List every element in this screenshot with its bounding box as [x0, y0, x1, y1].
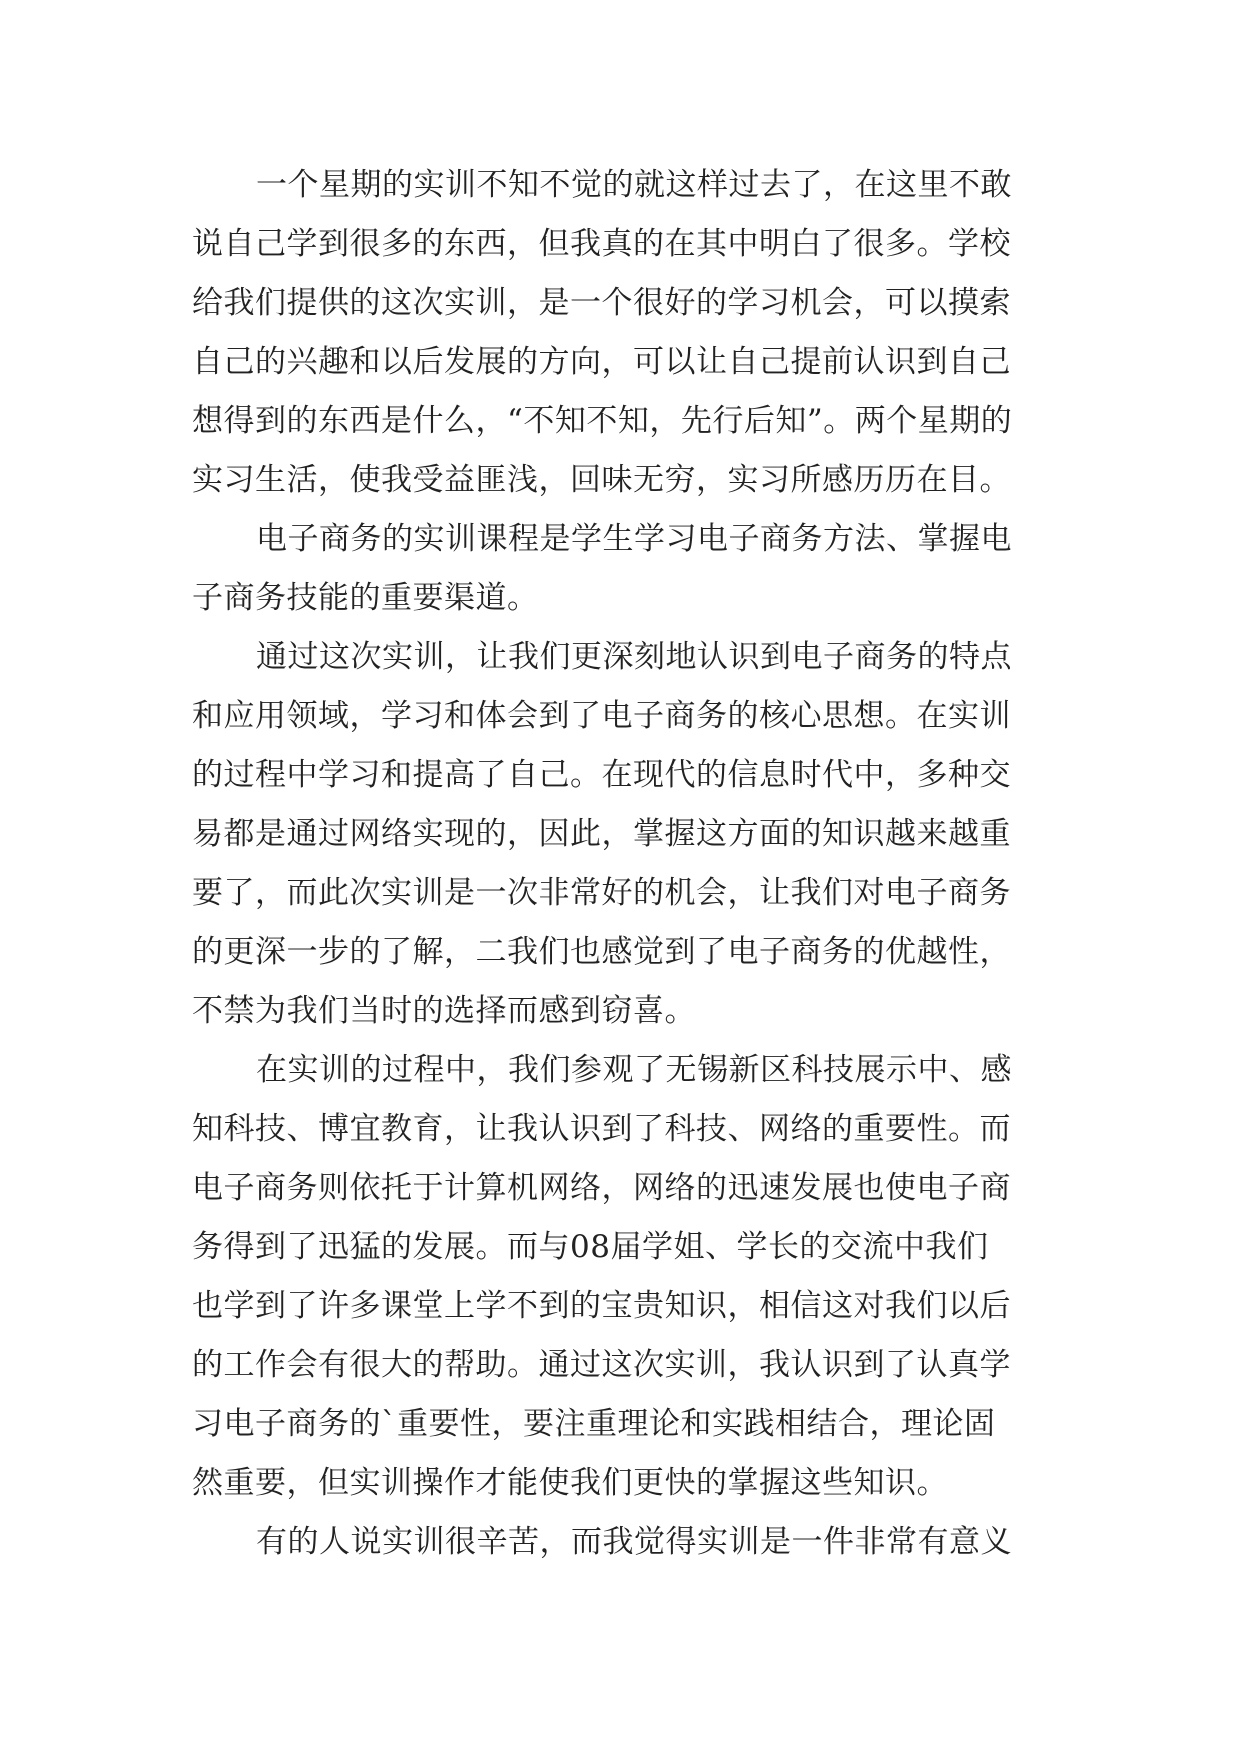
text-line: 在实训的过程中，我们参观了无锡新区科技展示中、感	[256, 1052, 1012, 1088]
text-line: 和应用领域，学习和体会到了电子商务的核心思想。在实训	[192, 698, 1011, 734]
text-line: 自己的兴趣和以后发展的方向，可以让自己提前认识到自己	[192, 344, 1011, 380]
text-line: 有的人说实训很辛苦，而我觉得实训是一件非常有意义	[256, 1524, 1012, 1560]
text-line: 的工作会有很大的帮助。通过这次实训，我认识到了认真学	[192, 1347, 1011, 1383]
text-line: 给我们提供的这次实训，是一个很好的学习机会，可以摸索	[192, 285, 1011, 321]
text-line: 要了，而此次实训是一次非常好的机会，让我们对电子商务	[192, 875, 1011, 911]
text-line: 务得到了迅猛的发展。而与08届学姐、学长的交流中我们	[192, 1229, 989, 1265]
text-line: 电子商务的实训课程是学生学习电子商务方法、掌握电	[256, 521, 1012, 557]
text-line: 的更深一步的了解，二我们也感觉到了电子商务的优越性，	[192, 934, 1011, 970]
text-line: 电子商务则依托于计算机网络，网络的迅速发展也使电子商	[192, 1170, 1011, 1206]
text-line: 的过程中学习和提高了自己。在现代的信息时代中，多种交	[192, 757, 1011, 793]
text-line: 然重要，但实训操作才能使我们更快的掌握这些知识。	[192, 1465, 948, 1501]
text-line: 习电子商务的`重要性，要注重理论和实践相结合，理论固	[192, 1406, 996, 1442]
text-line: 也学到了许多课堂上学不到的宝贵知识，相信这对我们以后	[192, 1288, 1011, 1324]
text-line: 想得到的东西是什么，“不知不知，先行后知”。两个星期的	[192, 403, 1013, 439]
text-line: 不禁为我们当时的选择而感到窃喜。	[192, 993, 696, 1029]
text-line: 子商务技能的重要渠道。	[192, 580, 539, 616]
text-line: 一个星期的实训不知不觉的就这样过去了，在这里不敢	[256, 167, 1012, 203]
text-line: 实习生活，使我受益匪浅，回味无穷，实习所感历历在目。	[192, 462, 1011, 498]
document-body	[192, 156, 1072, 1572]
text-line: 易都是通过网络实现的，因此，掌握这方面的知识越来越重	[192, 816, 1011, 852]
text-line: 通过这次实训，让我们更深刻地认识到电子商务的特点	[256, 639, 1012, 675]
text-line: 知科技、博宜教育，让我认识到了科技、网络的重要性。而	[192, 1111, 1011, 1147]
text-line: 说自己学到很多的东西，但我真的在其中明白了很多。学校	[192, 226, 1011, 262]
